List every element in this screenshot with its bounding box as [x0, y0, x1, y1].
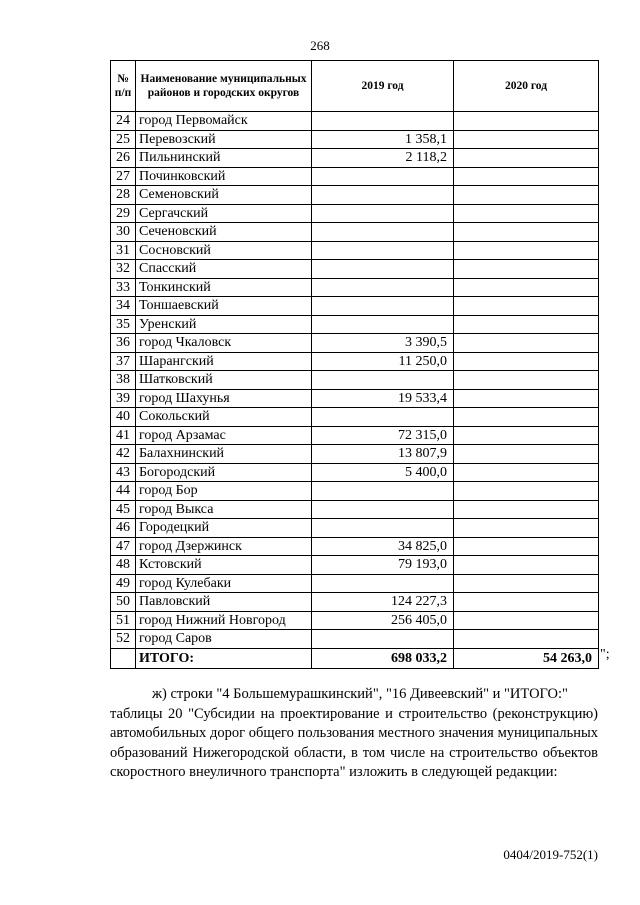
total-row [111, 648, 599, 668]
table-row [111, 371, 599, 390]
row-value-2019 [312, 500, 454, 519]
row-number: 38 [111, 371, 136, 390]
table-row [111, 186, 599, 205]
row-value-2019 [312, 630, 454, 649]
row-number: 33 [111, 278, 136, 297]
row-name: Городецкий [136, 519, 312, 538]
row-number: 28 [111, 186, 136, 205]
row-value-2020 [454, 371, 599, 390]
table-body [111, 112, 599, 649]
row-value-2019 [312, 167, 454, 186]
table-row [111, 500, 599, 519]
table-row [111, 463, 599, 482]
header-2020: 2020 год [454, 61, 599, 112]
row-number: 26 [111, 149, 136, 168]
table-row [111, 130, 599, 149]
header-name: Наименование муниципальных районов и городских округов [136, 61, 312, 112]
row-number: 37 [111, 352, 136, 371]
table-row [111, 537, 599, 556]
row-name: Балахнинский [136, 445, 312, 464]
row-name: Павловский [136, 593, 312, 612]
row-value-2020 [454, 537, 599, 556]
amendment-paragraph [110, 685, 598, 783]
row-value-2019 [312, 482, 454, 501]
row-name: Богородский [136, 463, 312, 482]
row-value-2020 [454, 167, 599, 186]
row-number: 46 [111, 519, 136, 538]
row-name: город Дзержинск [136, 537, 312, 556]
row-value-2019: 3 390,5 [312, 334, 454, 353]
total-num-cell [111, 648, 136, 668]
row-number: 35 [111, 315, 136, 334]
row-number: 39 [111, 389, 136, 408]
table-row [111, 445, 599, 464]
row-value-2019 [312, 371, 454, 390]
row-value-2020 [454, 408, 599, 427]
row-value-2020 [454, 241, 599, 260]
row-number: 25 [111, 130, 136, 149]
row-name: город Бор [136, 482, 312, 501]
row-number: 51 [111, 611, 136, 630]
row-name: Сергачский [136, 204, 312, 223]
closing-quote-mark: "; [600, 647, 610, 662]
total-2020: 54 263,0 [454, 648, 599, 668]
row-value-2020 [454, 260, 599, 279]
row-name: город Шахунья [136, 389, 312, 408]
row-value-2020 [454, 611, 599, 630]
row-value-2019 [312, 204, 454, 223]
row-name: город Арзамас [136, 426, 312, 445]
table-row [111, 593, 599, 612]
row-number: 52 [111, 630, 136, 649]
row-value-2020 [454, 130, 599, 149]
row-value-2019: 124 227,3 [312, 593, 454, 612]
table-row [111, 223, 599, 242]
row-number: 44 [111, 482, 136, 501]
document-code: 0404/2019-752(1) [503, 847, 598, 862]
row-value-2020 [454, 204, 599, 223]
row-value-2019: 2 118,2 [312, 149, 454, 168]
page-number: 268 [310, 38, 330, 53]
row-value-2019: 34 825,0 [312, 537, 454, 556]
row-value-2020 [454, 500, 599, 519]
row-name: город Нижний Новгород [136, 611, 312, 630]
paragraph-rest: таблицы 20 "Субсидии на проектирование и строительство (реконструкцию) автомобильных дорог общего пользования местного значения муниципальных образований Нижегородской области, в том числе на строительство объектов скоростного внеуличного транспорта" изложить в следующей редакции: [110, 705, 598, 780]
row-number: 30 [111, 223, 136, 242]
row-name: Сеченовский [136, 223, 312, 242]
row-name: Шарангский [136, 352, 312, 371]
row-value-2019 [312, 278, 454, 297]
row-value-2019 [312, 241, 454, 260]
row-name: Кстовский [136, 556, 312, 575]
table-row [111, 334, 599, 353]
row-name: Сокольский [136, 408, 312, 427]
table-row [111, 167, 599, 186]
row-name: Сосновский [136, 241, 312, 260]
row-number: 42 [111, 445, 136, 464]
row-value-2019 [312, 186, 454, 205]
row-number: 45 [111, 500, 136, 519]
table-row [111, 389, 599, 408]
table-row [111, 426, 599, 445]
header-num: № п/п [111, 61, 136, 112]
row-number: 50 [111, 593, 136, 612]
table-row [111, 112, 599, 131]
row-number: 36 [111, 334, 136, 353]
row-value-2019 [312, 574, 454, 593]
row-name: Шатковский [136, 371, 312, 390]
row-name: Тоншаевский [136, 297, 312, 316]
table-row [111, 574, 599, 593]
row-value-2020 [454, 352, 599, 371]
row-value-2020 [454, 149, 599, 168]
row-name: Тонкинский [136, 278, 312, 297]
row-number: 43 [111, 463, 136, 482]
row-value-2019 [312, 223, 454, 242]
row-value-2019: 13 807,9 [312, 445, 454, 464]
total-label: ИТОГО: [136, 648, 312, 668]
row-name: Семеновский [136, 186, 312, 205]
row-name: город Саров [136, 630, 312, 649]
row-number: 31 [111, 241, 136, 260]
table-row [111, 315, 599, 334]
row-value-2020 [454, 593, 599, 612]
row-name: город Чкаловск [136, 334, 312, 353]
paragraph-first-line: ж) строки "4 Большемурашкинский", "16 Дивеевский" и "ИТОГО:" [152, 686, 568, 702]
table-row [111, 278, 599, 297]
row-value-2020 [454, 630, 599, 649]
table-row [111, 204, 599, 223]
table-row [111, 408, 599, 427]
row-name: Уренский [136, 315, 312, 334]
subsidy-table [110, 60, 599, 669]
row-number: 47 [111, 537, 136, 556]
row-value-2019: 79 193,0 [312, 556, 454, 575]
row-value-2020 [454, 463, 599, 482]
table-row [111, 297, 599, 316]
row-value-2020 [454, 223, 599, 242]
total-2019: 698 033,2 [312, 648, 454, 668]
table-row [111, 241, 599, 260]
row-value-2020 [454, 315, 599, 334]
row-value-2020 [454, 389, 599, 408]
row-value-2019 [312, 408, 454, 427]
table-header-row [111, 61, 599, 112]
row-number: 29 [111, 204, 136, 223]
table-row [111, 611, 599, 630]
row-value-2020 [454, 519, 599, 538]
row-name: Спасский [136, 260, 312, 279]
row-number: 41 [111, 426, 136, 445]
row-value-2019: 5 400,0 [312, 463, 454, 482]
row-name: город Кулебаки [136, 574, 312, 593]
row-value-2019: 256 405,0 [312, 611, 454, 630]
row-name: город Первомайск [136, 112, 312, 131]
row-value-2020 [454, 278, 599, 297]
row-value-2020 [454, 574, 599, 593]
table-row [111, 519, 599, 538]
row-number: 27 [111, 167, 136, 186]
header-2019: 2019 год [312, 61, 454, 112]
row-number: 34 [111, 297, 136, 316]
row-name: Починковский [136, 167, 312, 186]
table-row [111, 149, 599, 168]
row-value-2020 [454, 186, 599, 205]
row-number: 32 [111, 260, 136, 279]
table-row [111, 630, 599, 649]
row-value-2019: 72 315,0 [312, 426, 454, 445]
row-number: 24 [111, 112, 136, 131]
row-value-2020 [454, 445, 599, 464]
row-value-2019 [312, 112, 454, 131]
row-value-2019 [312, 519, 454, 538]
row-value-2020 [454, 482, 599, 501]
row-value-2020 [454, 297, 599, 316]
row-value-2020 [454, 112, 599, 131]
table-row [111, 260, 599, 279]
row-value-2020 [454, 556, 599, 575]
row-value-2019 [312, 297, 454, 316]
row-value-2019 [312, 315, 454, 334]
row-number: 49 [111, 574, 136, 593]
row-name: Пильнинский [136, 149, 312, 168]
row-value-2019: 19 533,4 [312, 389, 454, 408]
row-number: 48 [111, 556, 136, 575]
row-number: 40 [111, 408, 136, 427]
table-row [111, 482, 599, 501]
row-value-2019 [312, 260, 454, 279]
table-row [111, 556, 599, 575]
table-row [111, 352, 599, 371]
row-name: Перевозский [136, 130, 312, 149]
row-value-2019: 1 358,1 [312, 130, 454, 149]
row-name: город Выкса [136, 500, 312, 519]
row-value-2019: 11 250,0 [312, 352, 454, 371]
row-value-2020 [454, 334, 599, 353]
row-value-2020 [454, 426, 599, 445]
